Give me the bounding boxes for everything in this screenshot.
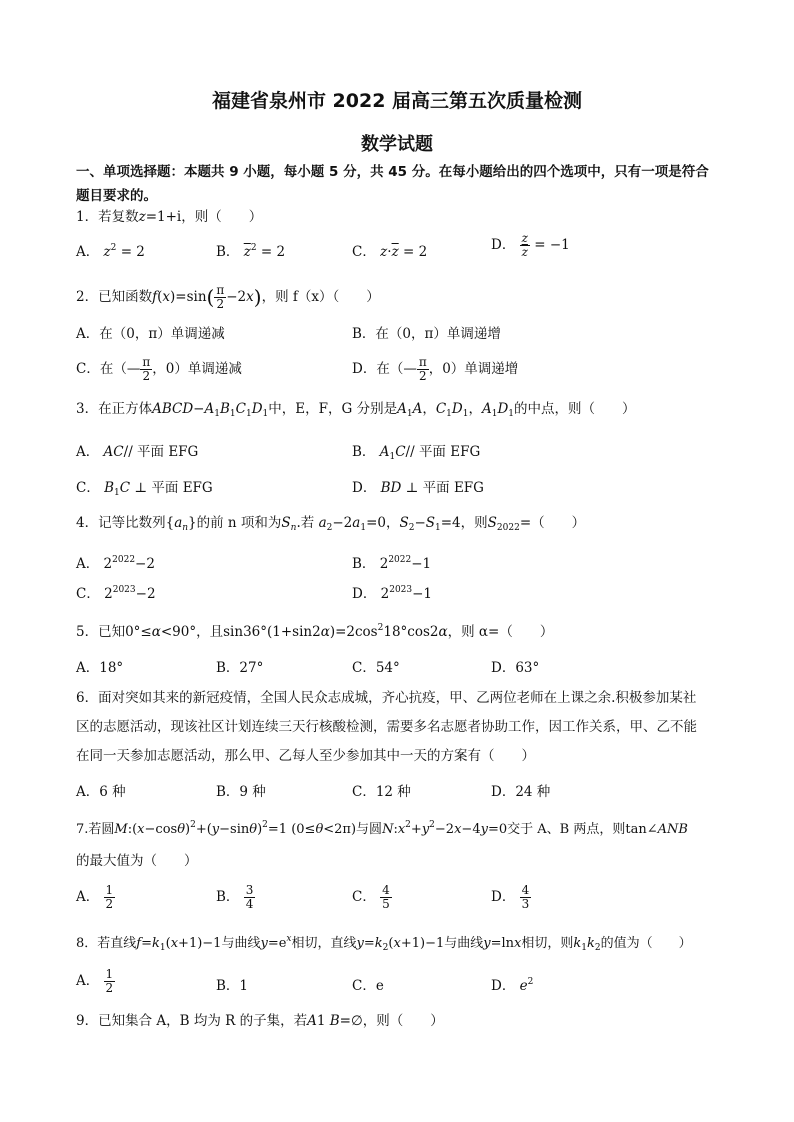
q8-option-b: B．1: [216, 978, 249, 994]
q7-option-b: B． $\frac{3}{4}$: [216, 883, 254, 911]
q2-option-a: A．在（0，π）单调递减: [76, 326, 225, 342]
question-4-options-cd: [76, 582, 736, 606]
question-3-options-cd: [76, 476, 736, 500]
question-7-stem: 7.若圆$M:(x-\cos\theta)^2+(y-\sin\theta)^2=1$ (0≤θ<2π)与圆$N:x^2+y^2-2x-4y=0$交于 A、B 两点，则tan∠ANB: [76, 820, 688, 837]
q6-option-b: B．9 种: [216, 784, 266, 800]
question-3-options-ab: [76, 440, 736, 464]
q4-option-b: B． $2^{2022}-1$: [352, 555, 432, 572]
q6-line3: 在同一天参加志愿活动，那么甲、乙每人至少参加其中一天的方案有（ ）: [76, 748, 535, 764]
q7-option-a: A． $\frac{1}{2}$: [76, 883, 114, 911]
q2-option-b: B．在（0，π）单调递增: [352, 326, 501, 342]
q6-line2: 区的志愿活动，现该社区计划连续三天行核酸检测，需要多名志愿者协助工作，因工作关系，甲、乙不能: [76, 719, 697, 735]
question-5-stem: 5．已知0°≤α<90°，且$\sin 36^\circ(1+\sin 2\alpha)=2\cos^218^\circ\cos 2\alpha$，则 α=（ ）: [76, 623, 554, 640]
question-7-line2: 的最大值为（ ）: [76, 853, 198, 869]
q2-stem-pre: 2．已知函数: [76, 289, 153, 305]
q4-option-c: C． $2^{2023}-2$: [76, 585, 156, 602]
page-subtitle: 数学试题: [361, 134, 433, 155]
q1-stem-post: ，则（ ）: [181, 209, 263, 225]
q3-option-d: D． BD ⊥ 平面 EFG: [352, 480, 484, 496]
q6-option-c: C．12 种: [352, 784, 411, 800]
question-8-stem: 8．若直线$f=k_1(x+1)-1$与曲线$y=e^x$相切，直线$y=k_2(x+1)-1$与曲线y=lnx相切，则$k_1k_2$的值为（ ）: [76, 934, 692, 953]
q1-formula: z: [138, 209, 146, 225]
q4-option-a: A． $2^{2022}-2$: [76, 555, 155, 572]
question-2-stem: 2．已知函数f(x)=sin( $\frac{\pi}{2}$ −2x)，则 f（x）（ ）: [76, 283, 380, 311]
question-1-options: [76, 231, 736, 264]
q2-stem-post: ，则 f（x）（ ）: [261, 289, 380, 305]
q6-option-a: A．6 种: [76, 784, 126, 800]
q5-option-d: D．63°: [491, 660, 540, 676]
question-2-options-ab: [76, 322, 736, 346]
q3-option-b: B． $A_1C//$ 平面 EFG: [352, 444, 481, 462]
question-4-options-ab: [76, 552, 736, 576]
q4-option-d: D． $2^{2023}-1$: [352, 585, 433, 602]
q6-line1: 6．面对突如其来的新冠疫情，全国人民众志成城，齐心抗疫，甲、乙两位老师在上课之余.积极参加某社: [76, 690, 697, 706]
section-intro: [76, 160, 726, 208]
question-6-options: [76, 780, 736, 804]
q7-option-c: C． $\frac{4}{5}$: [352, 883, 390, 911]
q2-option-d: D．在（— $\frac{\pi}{2}$ ，0）单调递增: [352, 355, 519, 383]
question-3-stem: 3．在正方体$ABCD-A_1B_1C_1D_1$中，E，F，G 分别是$A_1A$，$C_1D_1$，$A_1D_1$的中点，则（ ）: [76, 401, 636, 419]
page-title: 福建省泉州市 2022 届高三第五次质量检测: [211, 90, 583, 112]
q3-option-c: C． $B_1C$ ⊥ 平面 EFG: [76, 480, 213, 498]
q5-option-b: B．27°: [216, 660, 264, 676]
q1-option-b: B． $\overline{z}^2 = 2$: [216, 243, 286, 260]
q8-option-d: D． $e^2$: [491, 977, 534, 994]
q7-option-d: D． $\frac{4}{3}$: [491, 883, 530, 911]
q6-option-d: D．24 种: [491, 784, 551, 800]
q1-option-c: C． $z\cdot\overline{z} = 2$: [352, 244, 428, 260]
question-9-stem: 9．已知集合 A，B 均为 R 的子集，若A1 B=∅，则（ ）: [76, 1013, 444, 1029]
section-intro-line2: 题目要求的。: [76, 188, 157, 204]
question-4-stem: 4．记等比数列$\{a_n\}$的前 n 项和为$S_n$.若 $a_2-2a_1=0$，$S_2-S_1=4$，则$S_{2022}=$（ ）: [76, 515, 586, 533]
q1-stem-pre: 1．若复数: [76, 209, 139, 225]
question-8-options: [76, 968, 736, 1002]
question-5-options: [76, 656, 736, 680]
q2-option-c: C．在（— $\frac{\pi}{2}$ ，0）单调递减: [76, 355, 242, 383]
q1-option-a: A． $z^2 = 2$: [76, 243, 145, 260]
q3-option-a: A． AC// 平面 EFG: [76, 444, 199, 460]
section-intro-line1: 一、单项选择题：本题共 9 小题，每小题 5 分，共 45 分。在每小题给出的四个选项中，只有一项是符合: [76, 164, 709, 180]
question-6-stem: [76, 684, 726, 771]
q5-option-a: A．18°: [76, 660, 124, 676]
question-1-stem: 1．若复数z=1+i，则（ ）: [76, 209, 263, 225]
q8-option-a: A． $\frac{1}{2}$: [76, 967, 114, 995]
q5-option-c: C．54°: [352, 660, 400, 676]
q1-option-d: D． $\frac{z}{z}$ = −1: [491, 231, 570, 259]
question-2-options-cd: [76, 355, 736, 383]
q8-option-c: C．e: [352, 978, 384, 994]
question-7-options: [76, 884, 736, 918]
